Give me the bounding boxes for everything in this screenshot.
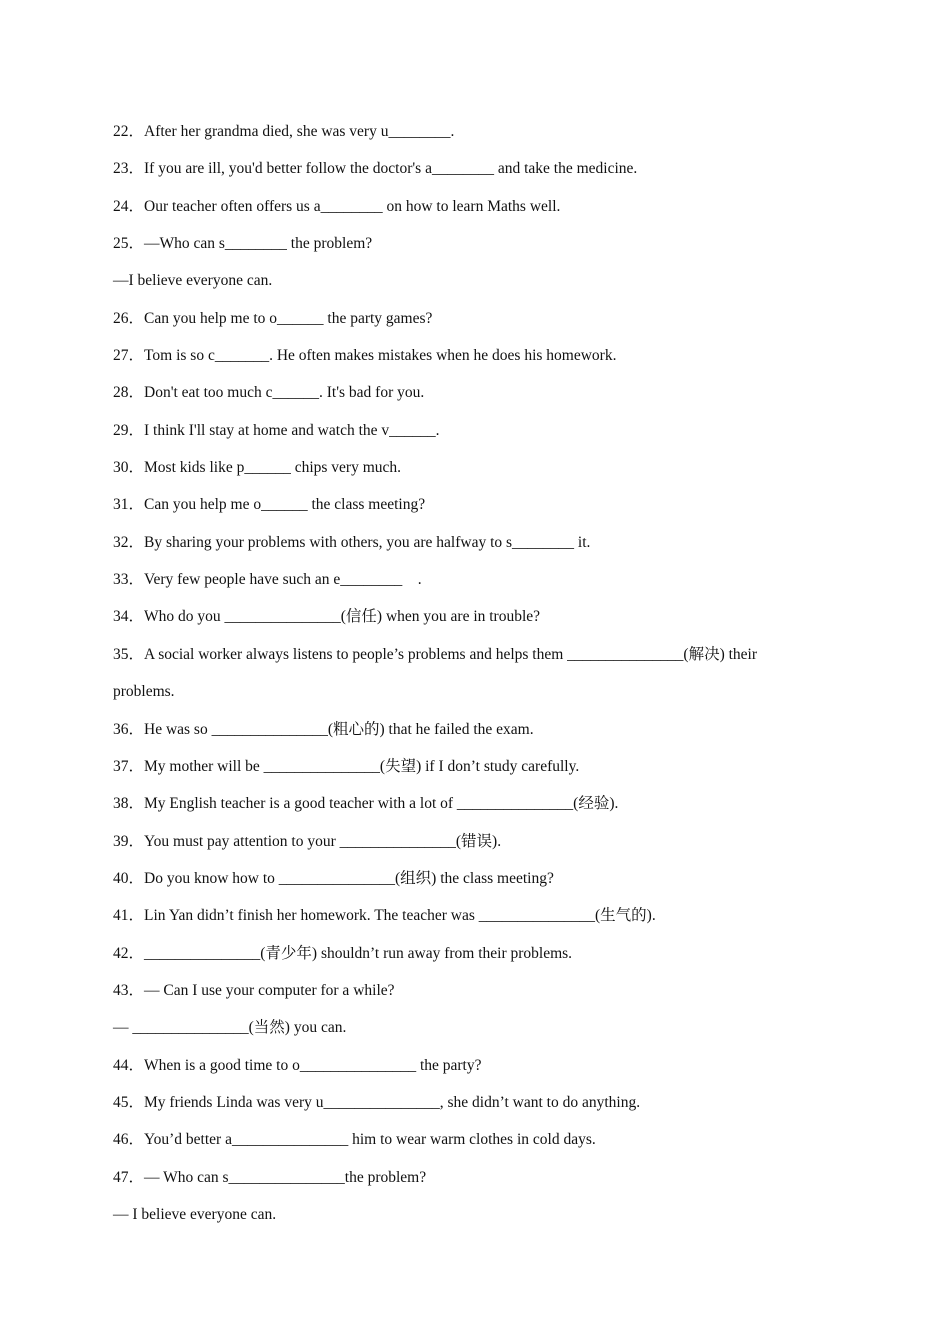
exercise-38: 38．My English teacher is a good teacher with a lot of _______________(经验).	[113, 795, 619, 813]
exercise-25: 25．—Who can s________ the problem?	[113, 235, 373, 253]
exercise-46: 46．You’d better a_______________ him to wear warm clothes in cold days.	[113, 1131, 596, 1149]
exercise-47-answer-line: — I believe everyone can.	[113, 1205, 277, 1223]
exercise-33: 33．Very few people have such an e________ .	[113, 571, 422, 589]
exercise-40: 40．Do you know how to _______________(组织) the class meeting?	[113, 869, 554, 887]
exercise-42: 42．_______________(青少年) shouldn’t run away from their problems.	[113, 944, 573, 962]
exercise-37: 37．My mother will be _______________(失望) if I don’t study carefully.	[113, 757, 580, 775]
exercise-29: 29．I think I'll stay at home and watch the v______.	[113, 421, 440, 439]
exercise-31: 31．Can you help me o______ the class meeting?	[113, 496, 426, 514]
exercise-41: 41．Lin Yan didn’t finish her homework. The teacher was _______________(生气的).	[113, 907, 656, 925]
exercise-44: 44．When is a good time to o_______________ the party?	[113, 1056, 482, 1074]
exercise-23: 23．If you are ill, you'd better follow the doctor's a________ and take the medicine.	[113, 160, 638, 178]
exercise-43-answer-line: — _______________(当然) you can.	[113, 1019, 347, 1037]
exercise-22: 22．After her grandma died, she was very u________.	[113, 123, 455, 140]
exercise-35-continuation: problems.	[113, 683, 175, 701]
exercise-32: 32．By sharing your problems with others, you are halfway to s________ it.	[113, 533, 591, 551]
exercise-25-answer-line: —I believe everyone can.	[113, 272, 273, 290]
exercise-30: 30．Most kids like p______ chips very much.	[113, 459, 402, 477]
exercise-43: 43．— Can I use your computer for a while?	[113, 981, 395, 999]
exercise-34: 34．Who do you _______________(信任) when you are in trouble?	[113, 608, 541, 626]
exercise-35: 35．A social worker always listens to people’s problems and helps them _______________(解决) their	[113, 645, 758, 663]
exercise-list	[113, 119, 833, 1239]
exercise-28: 28．Don't eat too much c______. It's bad for you.	[113, 384, 425, 402]
exercise-26: 26．Can you help me to o______ the party games?	[113, 309, 433, 327]
exercise-24: 24．Our teacher often offers us a________ on how to learn Maths well.	[113, 197, 561, 215]
exercise-36: 36．He was so _______________(粗心的) that he failed the exam.	[113, 720, 534, 738]
exercise-47: 47．— Who can s_______________the problem?	[113, 1168, 427, 1186]
exercise-27: 27．Tom is so c_______. He often makes mistakes when he does his homework.	[113, 347, 617, 365]
exercise-45: 45．My friends Linda was very u_______________, she didn’t want to do anything.	[113, 1093, 641, 1111]
exercise-39: 39．You must pay attention to your _______________(错误).	[113, 832, 502, 850]
